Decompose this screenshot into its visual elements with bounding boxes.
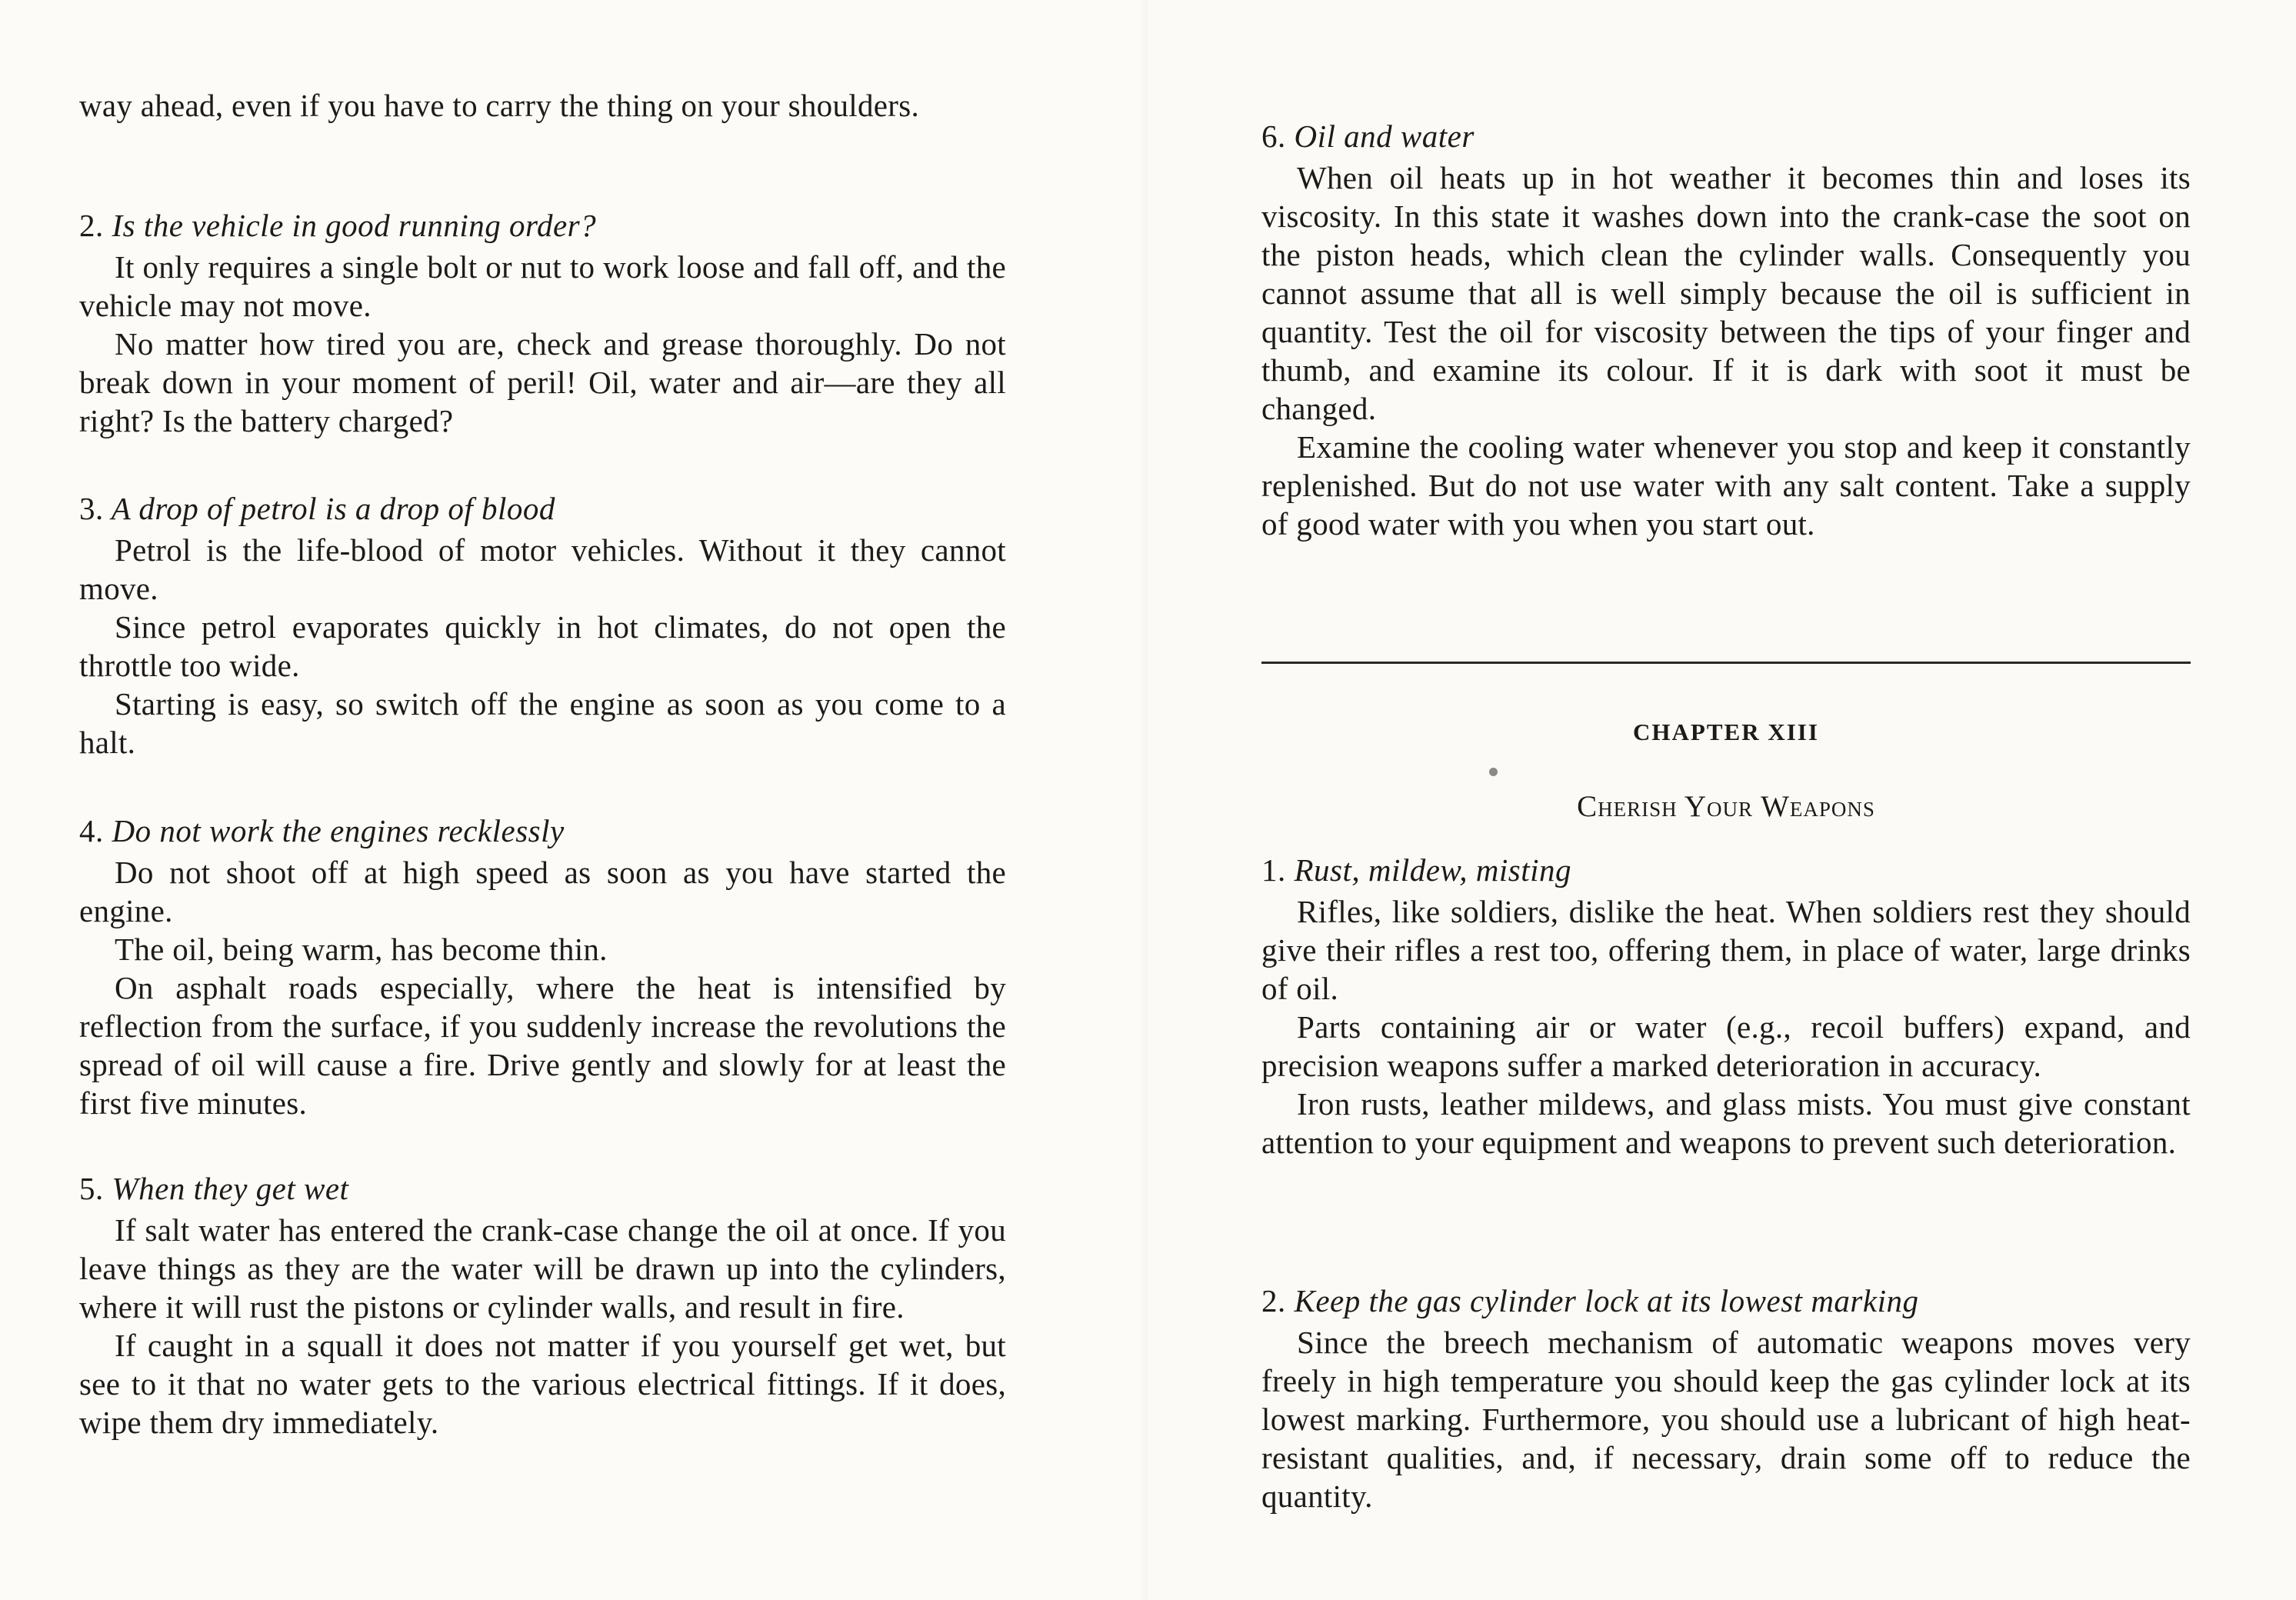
paragraph: When oil heats up in hot weather it becomes thin and loses its viscosity. In this state it washes down into the crank-case the soot on the piston heads, which clean the cylinder walls. Consequently you cannot assume that all is well simply because the oil is sufficient in quantity. Test the oil for viscosity between the tips of your finger and thumb, and examine its colour. If it is dark with soot it must be changed. xyxy=(1261,160,2191,426)
section-number: 3. xyxy=(79,491,104,526)
paragraph: Parts containing air or water (e.g., recoil buffers) expand, and precision weapons suffer a marked deterioration in accuracy. xyxy=(1261,1009,2191,1083)
section-title: Keep the gas cylinder lock at its lowest marking xyxy=(1294,1283,1919,1318)
right-section-1 xyxy=(1261,851,2191,1162)
section-title: When they get wet xyxy=(112,1171,349,1206)
section-number: 2. xyxy=(79,208,104,243)
paragraph: Iron rusts, leather mildews, and glass mists. You must give constant attention to your equipment and weapons to prevent such deterioration. xyxy=(1261,1086,2191,1160)
intro-paragraph: way ahead, even if you have to carry the thing on your shoulders. xyxy=(79,88,920,123)
left-intro xyxy=(79,86,1006,125)
section-number: 5. xyxy=(79,1171,104,1206)
left-section-4 xyxy=(79,812,1006,1122)
right-section-6 xyxy=(1261,117,2191,543)
section-title: Oil and water xyxy=(1294,118,1475,154)
left-section-3 xyxy=(79,489,1006,762)
section-number: 6. xyxy=(1261,118,1286,154)
paragraph: Since the breech mechanism of automatic weapons moves very freely in high temperature you should keep the gas cylinder lock at its lowest marking. Furthermore, you should use a lubricant of high heat-resistant qualities, and, if necessary, drain some off to reduce the quantity. xyxy=(1261,1325,2191,1514)
left-section-5 xyxy=(79,1169,1006,1442)
ink-dot-mark xyxy=(1489,768,1498,776)
paragraph: No matter how tired you are, check and grease thoroughly. Do not break down in your moment of peril! Oil, water and air—are they all right? Is the battery charged? xyxy=(79,326,1006,438)
section-number: 2. xyxy=(1261,1283,1286,1318)
paragraph: If salt water has entered the crank-case change the oil at once. If you leave things as they are the water will be drawn up into the cylinders, where it will rust the pistons or cylinder walls, and result in fire. xyxy=(79,1212,1006,1325)
section-title: Is the vehicle in good running order? xyxy=(112,208,597,243)
paragraph: Starting is easy, so switch off the engine as soon as you come to a halt. xyxy=(79,686,1006,760)
chapter-label: CHAPTER XIII xyxy=(1633,718,1819,745)
section-title: Do not work the engines recklessly xyxy=(112,813,565,848)
section-number: 1. xyxy=(1261,852,1286,888)
section-heading xyxy=(79,489,1006,528)
right-section-2 xyxy=(1261,1282,2191,1515)
paragraph: Petrol is the life-blood of motor vehicles. Without it they cannot move. xyxy=(79,532,1006,606)
section-title: A drop of petrol is a drop of blood xyxy=(111,491,555,526)
paragraph: Do not shoot off at high speed as soon as you have started the engine. xyxy=(79,855,1006,928)
right-page xyxy=(1148,0,2296,1600)
section-number: 4. xyxy=(79,813,104,848)
section-heading xyxy=(1261,851,2191,889)
section-heading xyxy=(79,1169,1006,1208)
paragraph: It only requires a single bolt or nut to work loose and fall off, and the vehicle may not move. xyxy=(79,249,1006,323)
left-section-2 xyxy=(79,206,1006,440)
section-heading xyxy=(79,206,1006,245)
paragraph: Examine the cooling water whenever you stop and keep it constantly replenished. But do not use water with any salt content. Take a supply of good water with you when you start out. xyxy=(1261,429,2191,542)
paragraph: If caught in a squall it does not matter if you yourself get wet, but see to it that no water gets to the various electrical fittings. If it does, wipe them dry immediately. xyxy=(79,1328,1006,1440)
paragraph: On asphalt roads especially, where the heat is intensified by reflection from the surface, if you suddenly increase the revolutions the spread of oil will cause a fire. Drive gently and slowly for at least the first five minutes. xyxy=(79,970,1006,1121)
chapter-divider-rule xyxy=(1261,662,2191,664)
section-heading xyxy=(1261,1282,2191,1320)
section-heading xyxy=(1261,117,2191,155)
chapter-title: Cherish Your Weapons xyxy=(1577,790,1875,823)
section-heading xyxy=(79,812,1006,850)
section-title: Rust, mildew, misting xyxy=(1294,852,1572,888)
paragraph: Rifles, like soldiers, dislike the heat. When soldiers rest they should give their rifles a rest too, offering them, in place of water, large drinks of oil. xyxy=(1261,894,2191,1006)
paragraph: The oil, being warm, has become thin. xyxy=(115,932,608,967)
paragraph: Since petrol evaporates quickly in hot climates, do not open the throttle too wide. xyxy=(79,609,1006,683)
